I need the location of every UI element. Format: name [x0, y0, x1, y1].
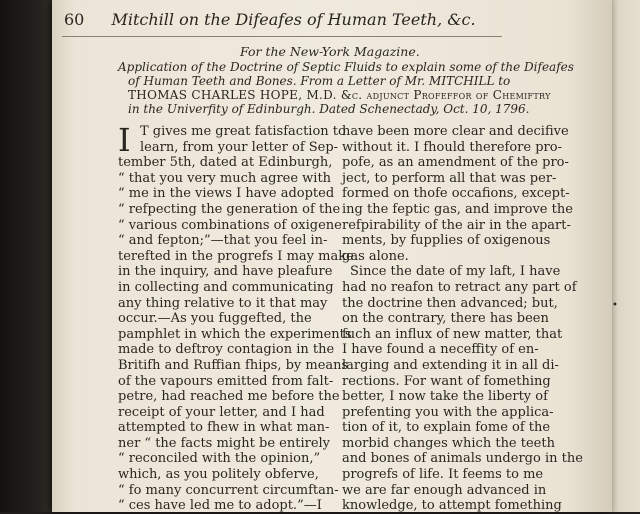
- text-line: “ that you very much agree with: [118, 170, 332, 186]
- text-line: had no reafon to retract any part of: [342, 279, 577, 295]
- text-line: ner “ the facts might be entirely: [118, 435, 331, 451]
- right-column: [342, 124, 583, 514]
- title-line: of Human Teeth and Bones. From a Letter of Mr. MITCHILL to: [128, 74, 511, 88]
- text-line: “ me in the views I have adopted: [118, 186, 335, 202]
- background-left: [0, 0, 56, 512]
- text-line: ing the feptic gas, and improve the: [342, 201, 573, 217]
- text-line: any thing relative to it that may: [118, 295, 328, 311]
- text-line: pamphlet in which the experiments: [118, 326, 352, 342]
- text-line: larging and extending it in all di-: [342, 357, 559, 373]
- adjacent-page-edge: [608, 0, 640, 512]
- text-line: progrefs of life. It feems to me: [342, 467, 544, 483]
- title-line: Application of the Doctrine of Septic Fluids to explain some of the Difeafes: [118, 60, 574, 74]
- text-line: terefted in the progrefs I may make: [118, 248, 354, 264]
- adjacent-page-mark: •: [612, 300, 618, 311]
- text-line: I have found a neceffity of en-: [342, 342, 539, 358]
- text-line: knowledge, to attempt fomething: [342, 498, 562, 514]
- text-line: tion of it, to explain fome of the: [342, 420, 551, 436]
- running-header: [64, 10, 504, 29]
- text-line: formed on thofe occafions, except-: [342, 186, 570, 202]
- page-number: 60: [64, 10, 85, 29]
- text-line: learn, from your letter of Sep-: [140, 139, 339, 155]
- text-line: without it. I fhould therefore pro-: [342, 139, 562, 155]
- text-line: receipt of your letter, and I had: [118, 404, 325, 420]
- text-line: petre, had reached me before the: [118, 389, 340, 405]
- text-line: pofe, as an amendment of the pro-: [342, 155, 569, 171]
- text-line: Since the date of my laft, I have: [350, 264, 561, 280]
- text-line: in collecting and communicating: [118, 279, 334, 295]
- text-line: rections. For want of fomething: [342, 373, 551, 389]
- text-line: “ and fepton;”—that you feel in-: [118, 233, 328, 249]
- text-line: of the vapours emitted from falt-: [118, 373, 334, 389]
- text-line: tember 5th, dated at Edinburgh,: [118, 155, 333, 171]
- text-line: “ reconciled with the opinion,”: [118, 451, 321, 467]
- text-line: on the contrary, there has been: [342, 311, 549, 327]
- text-line: the doctrine then advanced; but,: [342, 295, 558, 311]
- text-line: morbid changes which the teeth: [342, 435, 555, 451]
- text-line: fuch an influx of new matter, that: [342, 326, 563, 342]
- article-title: [118, 60, 574, 116]
- text-line: T gives me great fatisfaction to: [140, 124, 346, 139]
- text-line: better, I now take the liberty of: [342, 389, 548, 405]
- text-line: and bones of animals undergo in the: [342, 451, 583, 467]
- text-line: ments, by fupplies of oxigenous: [342, 233, 551, 249]
- text-line: “ various combinations of oxigene: [118, 217, 342, 233]
- text-line: ject, to perform all that was per-: [342, 170, 557, 186]
- text-line: we are far enough advanced in: [342, 482, 547, 498]
- text-line: “ refpecting the generation of the: [118, 201, 341, 217]
- text-line: which, as you politely obferve,: [118, 467, 319, 483]
- running-title: Mitchill on the Difeafes of Human Teeth, &c.: [111, 10, 476, 29]
- text-line: occur.—As you fuggefted, the: [118, 311, 312, 327]
- text-line: Britifh and Ruffian fhips, by means: [118, 357, 349, 373]
- text-line: attempted to fhew in what man-: [118, 420, 330, 436]
- drop-cap: I: [118, 121, 131, 159]
- text-line: have been more clear and decifive: [342, 124, 569, 139]
- text-line: “ fo many concurrent circumftan-: [118, 482, 339, 498]
- title-line: in the Univerfity of Edinburgh. Dated Schenectady, Oct. 10, 1796.: [128, 102, 530, 116]
- source-line: For the New-York Magazine.: [240, 44, 420, 59]
- text-line: prefenting you with the applica-: [342, 404, 554, 420]
- text-line: gas alone.: [342, 248, 409, 264]
- text-line: in the inquiry, and have pleafure: [118, 264, 333, 280]
- left-column: [118, 121, 354, 514]
- text-line: made to deftroy contagion in the: [118, 342, 335, 358]
- text-line: refpirability of the air in the apart-: [342, 217, 571, 233]
- title-line: THOMAS CHARLES HOPE, M.D. &c. adjunct Profeffor of Chemiftry: [128, 88, 551, 102]
- text-line: “ ces have led me to adopt.”—I: [118, 498, 322, 514]
- header-rule: [62, 36, 502, 37]
